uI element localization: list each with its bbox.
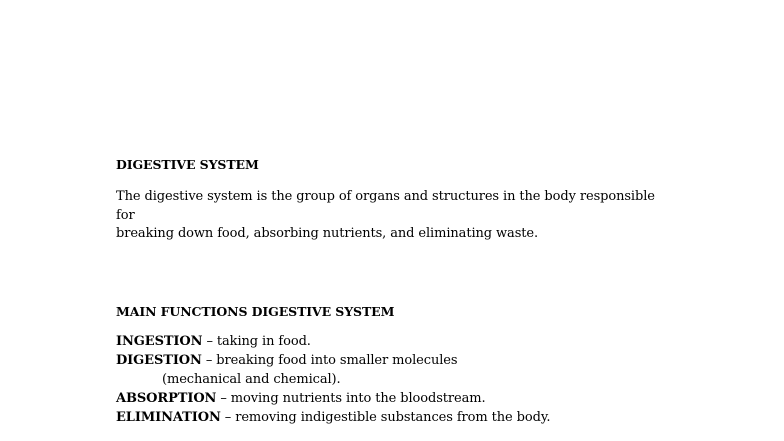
- function-desc: – removing indigestible substances from the body.: [220, 410, 551, 425]
- function-term: ABSORPTION: [116, 391, 217, 406]
- function-desc: – taking in food.: [202, 334, 311, 349]
- function-item-elimination: [116, 410, 550, 425]
- section-title-digestive-system: DIGESTIVE SYSTEM: [116, 157, 259, 172]
- intro-paragraph-line-1: The digestive system is the group of organs and structures in the body responsible for: [116, 189, 655, 223]
- function-item-ingestion: [116, 334, 311, 349]
- intro-paragraph-line-2: breaking down food, absorbing nutrients, and eliminating waste.: [116, 226, 539, 241]
- function-desc: – moving nutrients into the bloodstream.: [216, 391, 486, 406]
- function-item-absorption: [116, 391, 486, 406]
- intro-paragraph: [116, 188, 676, 244]
- function-item-digestion: [116, 353, 457, 368]
- function-term: DIGESTION: [116, 353, 202, 368]
- function-term: INGESTION: [116, 334, 203, 349]
- function-desc: – breaking food into smaller molecules: [201, 353, 458, 368]
- function-item-digestion-continuation: (mechanical and chemical).: [162, 372, 341, 387]
- function-term: ELIMINATION: [116, 410, 221, 425]
- section-title-main-functions: MAIN FUNCTIONS DIGESTIVE SYSTEM: [116, 304, 395, 319]
